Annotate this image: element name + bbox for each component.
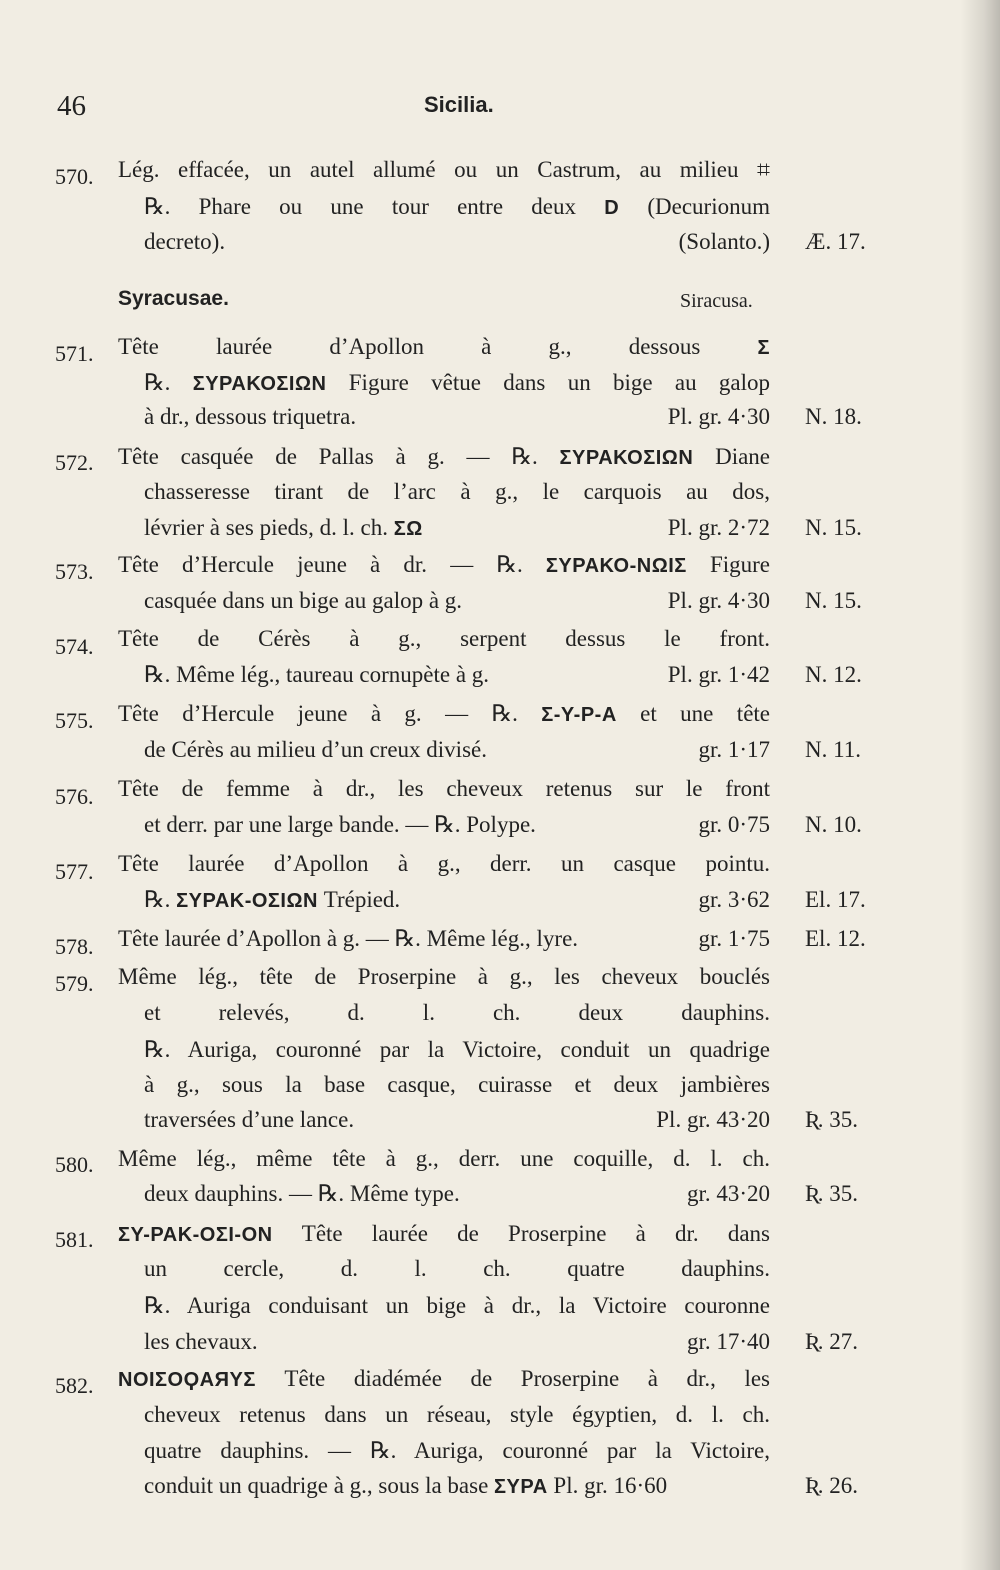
entry-number: 572. bbox=[55, 450, 94, 475]
metal-size: Æ. 17. bbox=[805, 229, 866, 254]
text-segment: Diane bbox=[693, 444, 770, 469]
section-title: Syracusae. bbox=[118, 287, 229, 310]
entry-number: 580. bbox=[55, 1152, 94, 1177]
description-text bbox=[118, 926, 578, 951]
entry-line bbox=[144, 1434, 770, 1468]
text-segment: ℞. bbox=[144, 887, 177, 912]
metal-size: Ν. 12. bbox=[805, 662, 862, 687]
text-segment: quatre dauphins. — ℞. Auriga, couronné par la Victoire, bbox=[144, 1438, 770, 1463]
description-text bbox=[144, 662, 489, 687]
text-segment: à g., sous la base casque, cuirasse et deux jambières bbox=[144, 1072, 770, 1097]
metal-size: Ʀ. 26. bbox=[805, 1473, 859, 1498]
entry-number: 581. bbox=[55, 1227, 94, 1252]
text-segment: Tête laurée d’Apollon à g. — ℞. Même lég., lyre. bbox=[118, 926, 579, 951]
entry-line bbox=[144, 225, 225, 259]
entry-line bbox=[144, 658, 489, 692]
text-segment: Tête laurée d’Apollon à g., derr. un casque pointu. bbox=[118, 851, 770, 876]
metal-size: Ν. 10. bbox=[805, 812, 862, 837]
entry-line bbox=[144, 1289, 770, 1323]
text-segment: et relevés, d. l. ch. deux dauphins. bbox=[144, 1000, 770, 1025]
description-text bbox=[144, 229, 225, 254]
entry-number: 582. bbox=[55, 1373, 94, 1398]
greek-legend: ΣΥΡΑΚΟΣΙΩΝ bbox=[559, 447, 694, 469]
entry-line bbox=[118, 960, 770, 994]
weight-ref: gr. 17·40 bbox=[686, 1329, 770, 1354]
description-text bbox=[118, 330, 770, 365]
entry-number: 575. bbox=[55, 708, 94, 733]
text-segment: Tête de femme à dr., les cheveux retenus sur le front bbox=[118, 776, 770, 801]
description-text bbox=[144, 1107, 354, 1132]
description-text bbox=[118, 772, 770, 806]
entry-line bbox=[144, 808, 536, 842]
text-segment: deux dauphins. — ℞. Même type. bbox=[144, 1181, 460, 1206]
text-segment: Pl. gr. 16·60 bbox=[547, 1473, 668, 1498]
entry-line bbox=[118, 1362, 770, 1396]
entry-line bbox=[144, 1325, 258, 1359]
entry-line bbox=[118, 1142, 770, 1176]
greek-legend: D bbox=[604, 197, 620, 219]
metal-size: Ʀ. 35. bbox=[805, 1181, 859, 1206]
entry-line bbox=[144, 1469, 667, 1503]
weight-ref: gr. 0·75 bbox=[698, 812, 770, 837]
entry-line bbox=[118, 772, 770, 806]
entry-line bbox=[144, 366, 770, 400]
entry-line bbox=[144, 584, 462, 618]
entry-line bbox=[144, 1033, 770, 1067]
text-segment: (Decurionum bbox=[619, 194, 770, 219]
text-segment: ℞. Phare ou une tour entre deux bbox=[144, 194, 605, 219]
entry-line bbox=[144, 733, 487, 767]
text-segment: chasseresse tirant de l’arc à g., le carquois au dos, bbox=[144, 479, 770, 504]
description-text bbox=[144, 812, 536, 837]
text-segment: traversées d’une lance. bbox=[144, 1107, 355, 1132]
entry-line bbox=[144, 475, 770, 509]
greek-legend: ΣΥΡΑ bbox=[494, 1476, 548, 1498]
entry-number: 578. bbox=[55, 934, 94, 959]
entry-line bbox=[144, 1398, 770, 1432]
description-text bbox=[144, 996, 770, 1030]
text-segment: decreto). bbox=[144, 229, 226, 254]
text-segment: et une tête bbox=[616, 701, 770, 726]
text-segment: Même lég., même tête à g., derr. une coquille, d. l. ch. bbox=[118, 1146, 770, 1171]
text-segment: ℞. Auriga, couronné par la Victoire, conduit un quadrige bbox=[144, 1037, 770, 1062]
description-text bbox=[118, 697, 770, 732]
weight-ref: gr. 3·62 bbox=[698, 887, 770, 912]
description-text bbox=[118, 1142, 770, 1176]
page-number: 46 bbox=[57, 90, 86, 122]
description-text bbox=[118, 622, 770, 656]
description-text bbox=[144, 737, 487, 762]
entry-line bbox=[144, 511, 423, 545]
entry-number: 571. bbox=[55, 341, 94, 366]
description-text bbox=[144, 887, 400, 912]
description-text bbox=[144, 1434, 770, 1468]
weight-ref: Pl. gr. 4·30 bbox=[667, 404, 770, 429]
entry-line bbox=[118, 697, 770, 731]
entry-line bbox=[118, 548, 770, 582]
page-shadow bbox=[960, 0, 1000, 1570]
greek-legend: ΣΩ bbox=[393, 518, 423, 540]
entry-line bbox=[118, 440, 770, 474]
text-segment: Trépied. bbox=[317, 887, 401, 912]
description-text bbox=[144, 475, 770, 509]
description-text bbox=[144, 404, 356, 429]
description-text bbox=[118, 153, 770, 187]
description-text bbox=[118, 1362, 770, 1397]
entry-line bbox=[144, 1068, 770, 1102]
text-segment: Lég. effacée, un autel allumé ou un Castrum, au milieu ⌗ bbox=[118, 157, 770, 182]
text-segment: cheveux retenus dans un réseau, style égyptien, d. l. ch. bbox=[144, 1402, 770, 1427]
entry-line bbox=[144, 1177, 460, 1211]
description-text bbox=[144, 1289, 770, 1323]
description-text bbox=[144, 1068, 770, 1102]
weight-ref: gr. 1·17 bbox=[698, 737, 770, 762]
text-segment: Tête d’Hercule jeune à g. — ℞. bbox=[118, 701, 542, 726]
text-segment: casquée dans un bige au galop à g. bbox=[144, 588, 463, 613]
description-text bbox=[144, 1398, 770, 1432]
description-text bbox=[118, 1217, 770, 1252]
metal-size: Ʀ. 27. bbox=[805, 1329, 859, 1354]
description-text bbox=[144, 515, 423, 540]
text-segment: Figure bbox=[686, 552, 770, 577]
text-segment: lévrier à ses pieds, d. l. ch. bbox=[144, 515, 394, 540]
entry-number: 577. bbox=[55, 859, 94, 884]
greek-legend: Σ bbox=[757, 337, 770, 359]
text-segment: Figure vêtue dans un bige au galop bbox=[326, 370, 771, 395]
metal-size: El. 12. bbox=[805, 926, 866, 951]
text-segment: Même lég., tête de Proserpine à g., les cheveux bouclés bbox=[118, 964, 770, 989]
weight-ref: Pl. gr. 43·20 bbox=[656, 1107, 770, 1132]
text-segment: ℞. bbox=[144, 370, 193, 395]
entry-line bbox=[118, 922, 578, 956]
description-text bbox=[118, 847, 770, 881]
entry-line bbox=[144, 996, 770, 1030]
text-segment: Tête laurée d’Apollon à g., dessous bbox=[118, 334, 758, 359]
entry-line bbox=[144, 190, 770, 224]
text-segment: ℞. Auriga conduisant un bige à dr., la Victoire couronne bbox=[144, 1293, 770, 1318]
entry-line bbox=[144, 400, 356, 434]
greek-legend: ΣΥΡΑΚ-ΟΣΙΩΝ bbox=[176, 890, 318, 912]
greek-legend: Σ-Υ-Ρ-Α bbox=[541, 704, 617, 726]
entry-line bbox=[118, 153, 770, 187]
entry-line bbox=[118, 847, 770, 881]
text-segment: Tête laurée de Proserpine à dr. dans bbox=[272, 1221, 770, 1246]
entry-number: 579. bbox=[55, 971, 94, 996]
greek-legend: ΣΥΡΑΚΟ-ΝΩΙΣ bbox=[545, 555, 687, 577]
entry-number: 573. bbox=[55, 559, 94, 584]
weight-ref: gr. 1·75 bbox=[698, 926, 770, 951]
text-segment: conduit un quadrige à g., sous la base bbox=[144, 1473, 495, 1498]
entry-number: 574. bbox=[55, 634, 94, 659]
description-text bbox=[144, 1033, 770, 1067]
description-text bbox=[144, 1181, 460, 1206]
text-segment: les chevaux. bbox=[144, 1329, 258, 1354]
greek-legend: ΣΥΡΑΚΟΣΙΩΝ bbox=[192, 373, 327, 395]
entry-line bbox=[144, 1103, 354, 1137]
description-text bbox=[144, 588, 462, 613]
greek-legend: ΝΟΙΣΟϘΑЯΥΣ bbox=[118, 1369, 256, 1391]
text-segment: ℞. Même lég., taureau cornupète à g. bbox=[144, 662, 490, 687]
description-text bbox=[144, 190, 770, 225]
text-segment: un cercle, d. l. ch. quatre dauphins. bbox=[144, 1256, 770, 1281]
running-head: Sicilia. bbox=[424, 92, 494, 117]
entry-line bbox=[118, 622, 770, 656]
weight-ref: Pl. gr. 4·30 bbox=[667, 588, 770, 613]
text-segment: Tête d’Hercule jeune à dr. — ℞. bbox=[118, 552, 546, 577]
weight-ref: Pl. gr. 1·42 bbox=[667, 662, 770, 687]
metal-size: Ν. 15. bbox=[805, 515, 862, 540]
entry-line bbox=[144, 1252, 770, 1286]
text-segment: à dr., dessous triquetra. bbox=[144, 404, 357, 429]
entry-line bbox=[118, 330, 770, 364]
description-text bbox=[144, 1252, 770, 1286]
weight-ref: Pl. gr. 2·72 bbox=[667, 515, 770, 540]
greek-legend: ΣΥ-ΡΑΚ-ΟΣΙ-ΟΝ bbox=[118, 1224, 273, 1246]
description-text bbox=[144, 1473, 667, 1498]
description-text bbox=[118, 960, 770, 994]
description-text bbox=[144, 1329, 258, 1354]
entry-number: 570. bbox=[55, 164, 94, 189]
entry-line bbox=[144, 883, 400, 917]
entry-line bbox=[118, 1217, 770, 1251]
entry-number: 576. bbox=[55, 784, 94, 809]
description-text bbox=[118, 548, 770, 583]
metal-size: Ν. 11. bbox=[805, 737, 862, 762]
text-segment: et derr. par une large bande. — ℞. Polype. bbox=[144, 812, 536, 837]
description-text bbox=[118, 440, 770, 475]
metal-size: Ʀ. 35. bbox=[805, 1107, 859, 1132]
metal-size: Ν. 15. bbox=[805, 588, 862, 613]
text-segment: Tête de Cérès à g., serpent dessus le front. bbox=[118, 626, 770, 651]
weight-ref: gr. 43·20 bbox=[686, 1181, 770, 1206]
section-italian-name: Siracusa. bbox=[680, 290, 753, 312]
metal-size: El. 17. bbox=[805, 887, 866, 912]
description-text bbox=[144, 366, 770, 401]
metal-size: Ν. 18. bbox=[805, 404, 862, 429]
weight-ref: (Solanto.) bbox=[678, 229, 770, 254]
text-segment: Tête casquée de Pallas à g. — ℞. bbox=[118, 444, 560, 469]
text-segment: de Cérès au milieu d’un creux divisé. bbox=[144, 737, 487, 762]
text-segment: Tête diadémée de Proserpine à dr., les bbox=[255, 1366, 770, 1391]
